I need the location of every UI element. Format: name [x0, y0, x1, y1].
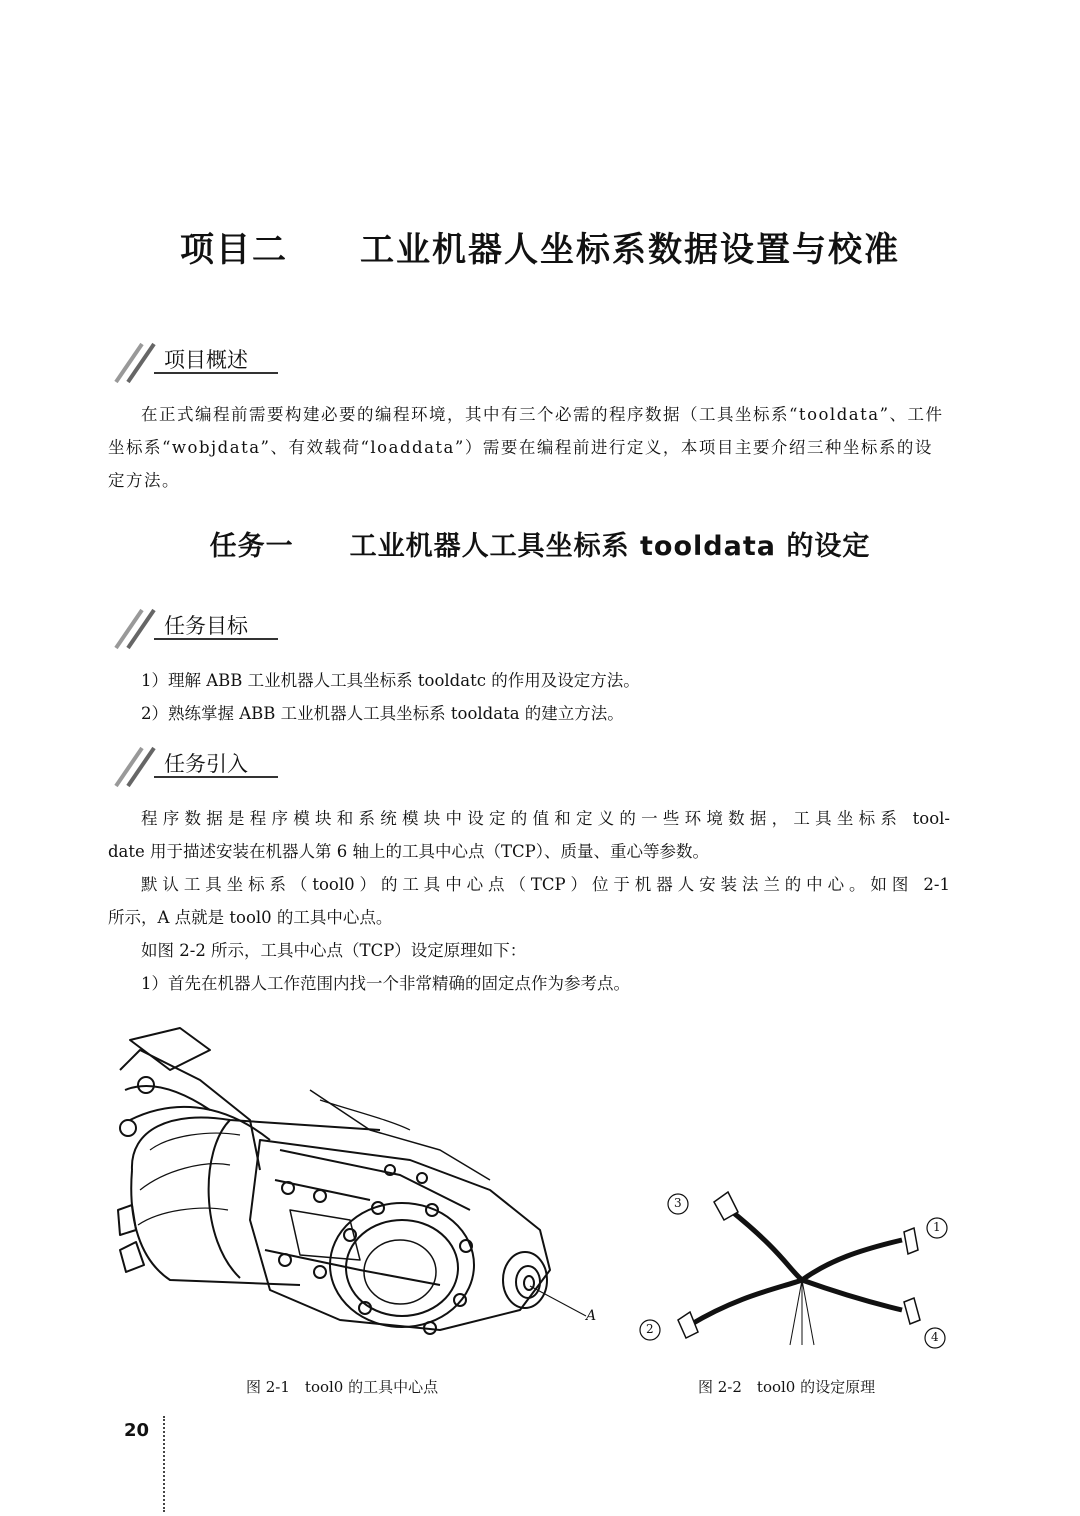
overview-heading: 项目概述 — [164, 348, 248, 372]
overview-paragraph — [108, 398, 950, 497]
task-title-text: 工业机器人工具坐标系 tooldata 的设定 — [349, 531, 871, 562]
project-title — [0, 222, 1080, 271]
figure1-caption: 图 2-1 tool0 的工具中心点 — [246, 1378, 439, 1396]
figure1-point-label: A — [586, 1308, 597, 1324]
page-dotted-divider — [163, 1416, 165, 1512]
intro-p1-line1: 程序数据是程序模块和系统模块中设定的值和定义的一些环境数据，工具坐标系 tool- — [141, 809, 950, 828]
section-heading-intro — [108, 744, 288, 790]
intro-heading: 任务引入 — [164, 752, 248, 776]
double-slash-icon — [108, 744, 168, 790]
page-number: 20 — [124, 1420, 150, 1441]
task-number: 任务一 — [209, 531, 294, 562]
intro-p3: 如图 2-2 所示，工具中心点（TCP）设定原理如下： — [141, 941, 527, 960]
section-heading-goals — [108, 606, 288, 652]
goals-heading: 任务目标 — [164, 614, 248, 638]
double-slash-icon — [108, 340, 168, 386]
project-title-text: 工业机器人坐标系数据设置与校准 — [360, 230, 900, 270]
figure2-label-4: 4 — [931, 1330, 939, 1344]
intro-p4: 1）首先在机器人工作范围内找一个非常精确的固定点作为参考点。 — [141, 974, 630, 993]
figure2-label-3: 3 — [674, 1196, 682, 1210]
intro-p1-line2: date 用于描述安装在机器人第 6 轴上的工具中心点（TCP）、质量、重心等参数。 — [108, 842, 710, 861]
intro-paragraphs — [108, 802, 950, 1000]
robot-wrist-figure — [110, 1010, 610, 1360]
intro-p2-line2: 所示，A 点就是 tool0 的工具中心点。 — [108, 908, 393, 927]
goal-item-1: 1）理解 ABB 工业机器人工具坐标系 tooldatc 的作用及设定方法。 — [141, 671, 640, 690]
figure2-caption: 图 2-2 tool0 的设定原理 — [698, 1378, 876, 1396]
goal-item-2: 2）熟练掌握 ABB 工业机器人工具坐标系 tooldata 的建立方法。 — [141, 704, 624, 723]
figure2-label-2: 2 — [646, 1322, 654, 1336]
section-heading-overview — [108, 340, 288, 386]
task-title — [0, 524, 1080, 563]
double-slash-icon — [108, 606, 168, 652]
intro-p2-line1: 默认工具坐标系（tool0）的工具中心点（TCP）位于机器人安装法兰的中心。如图 2-1 — [141, 875, 950, 894]
overview-text: 在正式编程前需要构建必要的编程环境，其中有三个必需的程序数据（工具坐标系“tooldata”、工件坐标系“wobjdata”、有效载荷“loaddata”）需要在编程前进行定义，本项目主要介绍三种坐标系的设定方法。 — [108, 405, 944, 490]
goals-list — [108, 664, 950, 730]
project-number: 项目二 — [180, 230, 288, 270]
figure2-label-1: 1 — [933, 1220, 941, 1234]
